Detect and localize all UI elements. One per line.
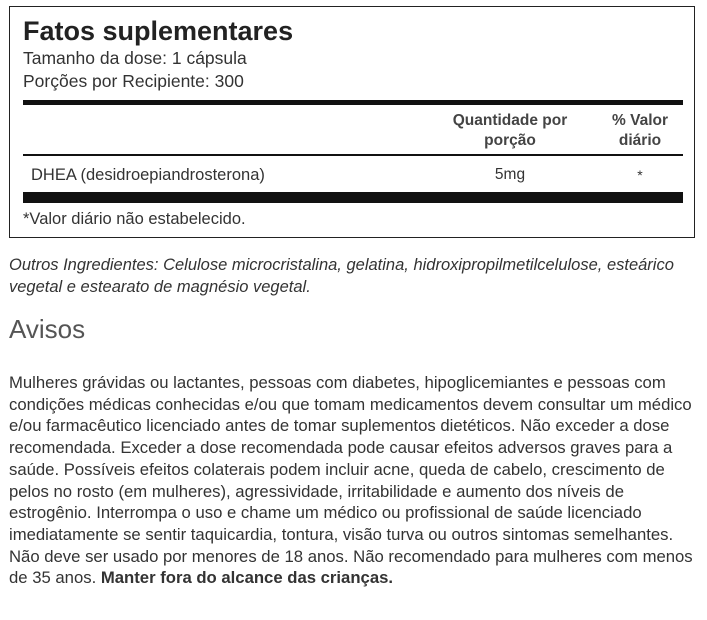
serving-size: Tamanho da dose: 1 cápsula [23, 48, 247, 68]
top-divider [23, 100, 683, 105]
daily-value-footnote: *Valor diário não estabelecido. [23, 210, 246, 228]
bottom-divider [23, 192, 683, 203]
warnings-body [9, 372, 699, 589]
column-header-amount-line1: Quantidade por [452, 112, 568, 129]
header-divider [23, 154, 683, 156]
column-header-daily-value [596, 111, 684, 151]
servings-per-container: Porções por Recipiente: 300 [23, 71, 244, 91]
nutrient-daily-value: * [637, 167, 643, 183]
nutrient-name: DHEA (desidroepiandrosterona) [31, 166, 265, 184]
supplement-facts-panel [9, 6, 695, 238]
column-header-daily-value-line2: diário [618, 132, 662, 149]
warnings-emphasis: Manter fora do alcance das crianças. [100, 568, 394, 588]
warnings-heading: Avisos [9, 314, 86, 344]
nutrient-amount: 5mg [494, 166, 526, 183]
facts-title: Fatos suplementares [23, 16, 294, 46]
column-header-amount [436, 111, 584, 151]
column-header-daily-value-line1: % Valor [612, 112, 668, 129]
column-header-amount-line2: porção [484, 132, 536, 149]
other-ingredients: Outros Ingredientes: Celulose microcristalina, gelatina, hidroxipropilmetilcelulose, esteárico vegetal e estearato de magnésio vegetal. [9, 256, 674, 296]
warnings-body-text: Mulheres grávidas ou lactantes, pessoas com diabetes, hipoglicemiantes e pessoas com condições médicas conhecidas e/ou que tomam medicamentos devem consultar um médico e/ou farmacêutico licenciado antes de tomar suplementos dietéticos. Não exceder a dose recomendada. Exceder a dose recomendada pode causar efeitos adversos graves para a saúde. Possíveis efeitos colaterais podem incluir acne, queda de cabelo, crescimento de pelos no rosto (em mulheres), agressividade, irritabilidade e aumento dos níveis de estrogênio. Interrompa o uso e chame um médico ou profissional de saúde licenciado imediatamente se sentir taquicardia, tontura, visão turva ou outros sintomas semelhantes. Não deve ser usado por menores de 18 anos. Não recomendado para mulheres com menos de 35 anos. [9, 373, 693, 588]
